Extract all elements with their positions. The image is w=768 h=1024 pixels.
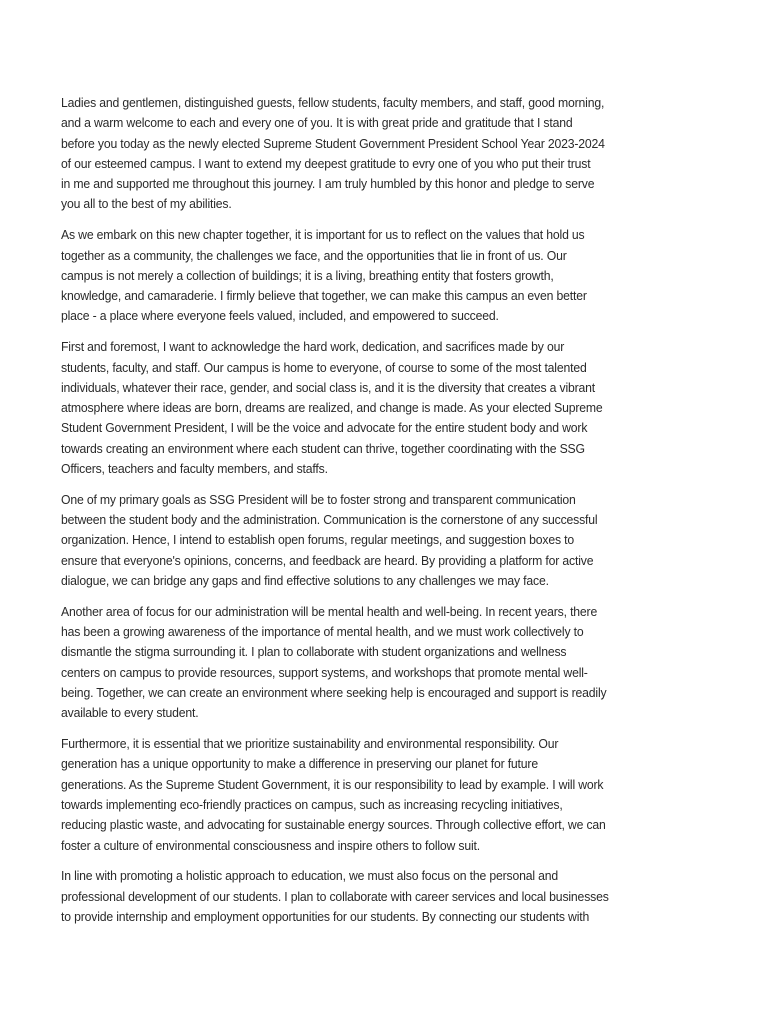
text-line: organization. Hence, I intend to establish open forums, regular meetings, and suggestion boxes to	[61, 532, 575, 548]
paragraph	[61, 225, 741, 326]
text-line: campus is not merely a collection of buildings; it is a living, breathing entity that fosters growth,	[61, 267, 554, 283]
text-line: towards implementing eco-friendly practices on campus, such as increasing recycling initiatives,	[61, 797, 563, 812]
document-body	[61, 93, 741, 938]
text-line: individuals, whatever their race, gender, and social class is, and it is the diversity that creates a vibrant	[61, 379, 596, 395]
text-line: together as a community, the challenges we face, and the opportunities that lie in front of us. Our	[61, 247, 567, 263]
text-line: knowledge, and camaraderie. I firmly believe that together, we can make this campus an even better	[61, 288, 587, 304]
text-line: to provide internship and employment opportunities for our students. By connecting our students with	[61, 908, 590, 924]
text-line: place - a place where everyone feels valued, included, and empowered to succeed.	[61, 308, 499, 324]
text-line: Student Government President, I will be the voice and advocate for the entire student body and work	[61, 420, 588, 436]
text-line: of our esteemed campus. I want to extend my deepest gratitude to evry one of you who put their trust	[61, 155, 591, 171]
text-line: has been a growing awareness of the importance of mental health, and we must work collectively to	[61, 624, 584, 640]
text-line: and a warm welcome to each and every one of you. It is with great pride and gratitude that I stand	[61, 115, 573, 131]
text-line: generation has a unique opportunity to make a difference in preserving our planet for future	[61, 756, 538, 772]
text-line: In line with promoting a holistic approach to education, we must also focus on the personal and	[61, 868, 559, 884]
text-line: As we embark on this new chapter together, it is important for us to reflect on the values that hold us	[61, 227, 585, 243]
paragraph	[61, 337, 741, 479]
text-line: available to every student.	[61, 705, 199, 721]
text-line: professional development of our students. I plan to collaborate with career services and local businesses	[61, 888, 609, 904]
paragraph	[61, 866, 741, 927]
text-line: towards creating an environment where each student can thrive, together coordinating with the SSG	[61, 440, 585, 456]
text-line: being. Together, we can create an environment where seeking help is encouraged and support is readily	[61, 685, 607, 701]
text-line: before you today as the newly elected Supreme Student Government President School Year 2023-2024	[61, 135, 605, 151]
text-line: you all to the best of my abilities.	[61, 196, 232, 212]
text-line: Officers, teachers and faculty members, and staffs.	[61, 461, 328, 477]
text-line: in me and supported me throughout this journey. I am truly humbled by this honor and pledge to serve	[61, 176, 595, 192]
text-line: reducing plastic waste, and advocating for sustainable energy sources. Through collective effort, we can	[61, 817, 606, 833]
paragraph	[61, 602, 741, 724]
text-line: First and foremost, I want to acknowledge the hard work, dedication, and sacrifices made by our	[61, 339, 565, 355]
text-line: Ladies and gentlemen, distinguished guests, fellow students, faculty members, and staff, good morning,	[61, 95, 605, 110]
paragraph	[61, 490, 741, 591]
text-line: students, faculty, and staff. Our campus is home to everyone, of course to some of the most talented	[61, 359, 587, 375]
text-line: centers on campus to provide resources, support systems, and workshops that promote mental well-	[61, 664, 588, 680]
text-line: between the student body and the administration. Communication is the cornerstone of any successful	[61, 512, 598, 528]
text-line: atmosphere where ideas are born, dreams are realized, and change is made. As your elected Supreme	[61, 400, 603, 416]
text-line: dialogue, we can bridge any gaps and find effective solutions to any challenges we may face.	[61, 573, 549, 589]
paragraph	[61, 734, 741, 856]
text-line: ensure that everyone's opinions, concerns, and feedback are heard. By providing a platform for active	[61, 552, 594, 568]
text-line: Furthermore, it is essential that we prioritize sustainability and environmental responsibility. Our	[61, 736, 559, 752]
text-line: dismantle the stigma surrounding it. I plan to collaborate with student organizations and wellness	[61, 644, 567, 660]
text-line: foster a culture of environmental consciousness and inspire others to follow suit.	[61, 837, 481, 853]
text-line: One of my primary goals as SSG President will be to foster strong and transparent communication	[61, 491, 576, 507]
text-line: generations. As the Supreme Student Government, it is our responsibility to lead by example. I will work	[61, 776, 604, 792]
text-line: Another area of focus for our administration will be mental health and well-being. In recent years, there	[61, 603, 598, 619]
paragraph	[61, 93, 741, 215]
